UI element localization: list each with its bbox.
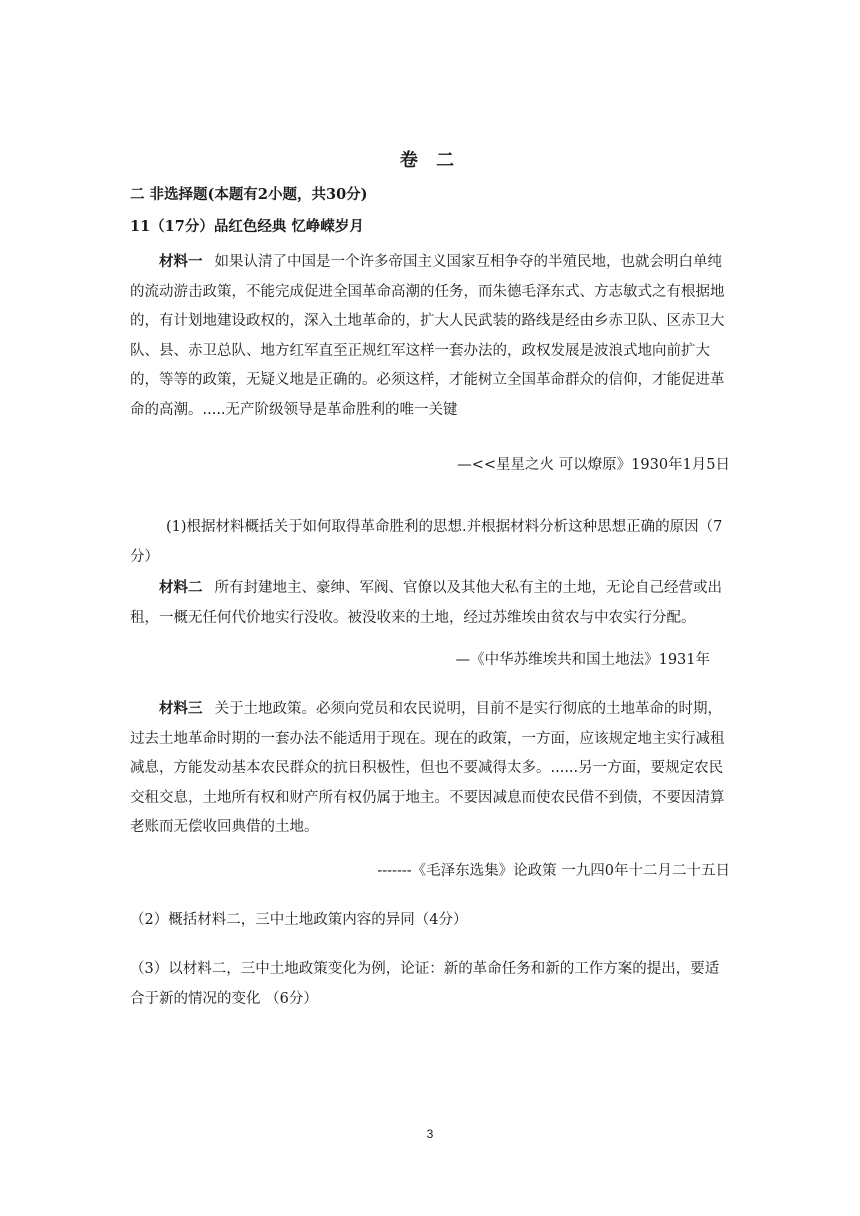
material-one-text: 如果认清了中国是一个许多帝国主义国家互相争夺的半殖民地，也就会明白单纯的流动游击政策，不能完成促进全国革命高潮的任务，而朱德毛泽东式、方志敏式之有根据地的，有计划地建设政权的，深入土地革命的，扩大人民武装的路线是经由乡赤卫队、区赤卫大队、县、赤卫总队、地方红军直至正规红军这样一套办法的，政权发展是波浪式地向前扩大的，等等的政策，无疑义地是正确的。必须这样，才能树立全国革命群众的信仰，才能促进革命的高潮。.....无产阶级领导是革命胜利的唯一关键 [130, 254, 725, 418]
material-three [130, 694, 730, 843]
material-three-source: -------《毛泽东选集》论政策 一九四0年十二月二十五日 [377, 863, 730, 879]
question-one: (1)根据材料概括关于如何取得革命胜利的思想.并根据材料分析这种思想正确的原因（7分） [130, 519, 723, 565]
question-two: （2）概括材料二，三中土地政策内容的异同（4分） [130, 912, 468, 928]
page-title: 卷 二 [399, 150, 461, 171]
material-one-source: —<<星星之火 可以燎原》1930年1月5日 [457, 457, 730, 473]
material-three-text: 关于土地政策。必须向党员和农民说明，目前不是实行彻底的土地革命的时期，过去土地革命时期的一套办法不能适用于现在。现在的政策，一方面，应该规定地主实行减租减息，方能发动基本农民群众的抗日积极性，但也不要减得太多。......另一方面，要规定农民交租交息，土地所有权和财产所有权仍属于地主。不要因减息而使农民借不到债，不要因清算老账而无偿收回典借的土地。 [130, 701, 725, 835]
material-one [130, 247, 730, 425]
material-three-label: 材料三 [159, 700, 203, 717]
material-two-text: 所有封建地主、豪绅、军阀、官僚以及其他大私有主的土地，无论自己经营或出租，一概无任何代价地实行没收。被没收来的土地，经过苏维埃由贫农与中农实行分配。 [130, 580, 722, 626]
material-two-label: 材料二 [159, 579, 203, 596]
page-number: 3 [426, 1127, 434, 1141]
question-three: （3）以材料二，三中土地政策变化为例，论证：新的革命任务和新的工作方案的提出，要适合于新的情况的变化 （6分） [130, 961, 720, 1007]
material-one-label: 材料一 [159, 253, 203, 270]
section-heading: 二 非选择题(本题有2小题，共30分) [130, 186, 368, 203]
material-two [130, 573, 730, 633]
material-two-source: —《中华苏维埃共和国土地法》1931年 [455, 652, 710, 668]
question-heading: 11（17分）品红色经典 忆峥嵘岁月 [130, 218, 364, 235]
